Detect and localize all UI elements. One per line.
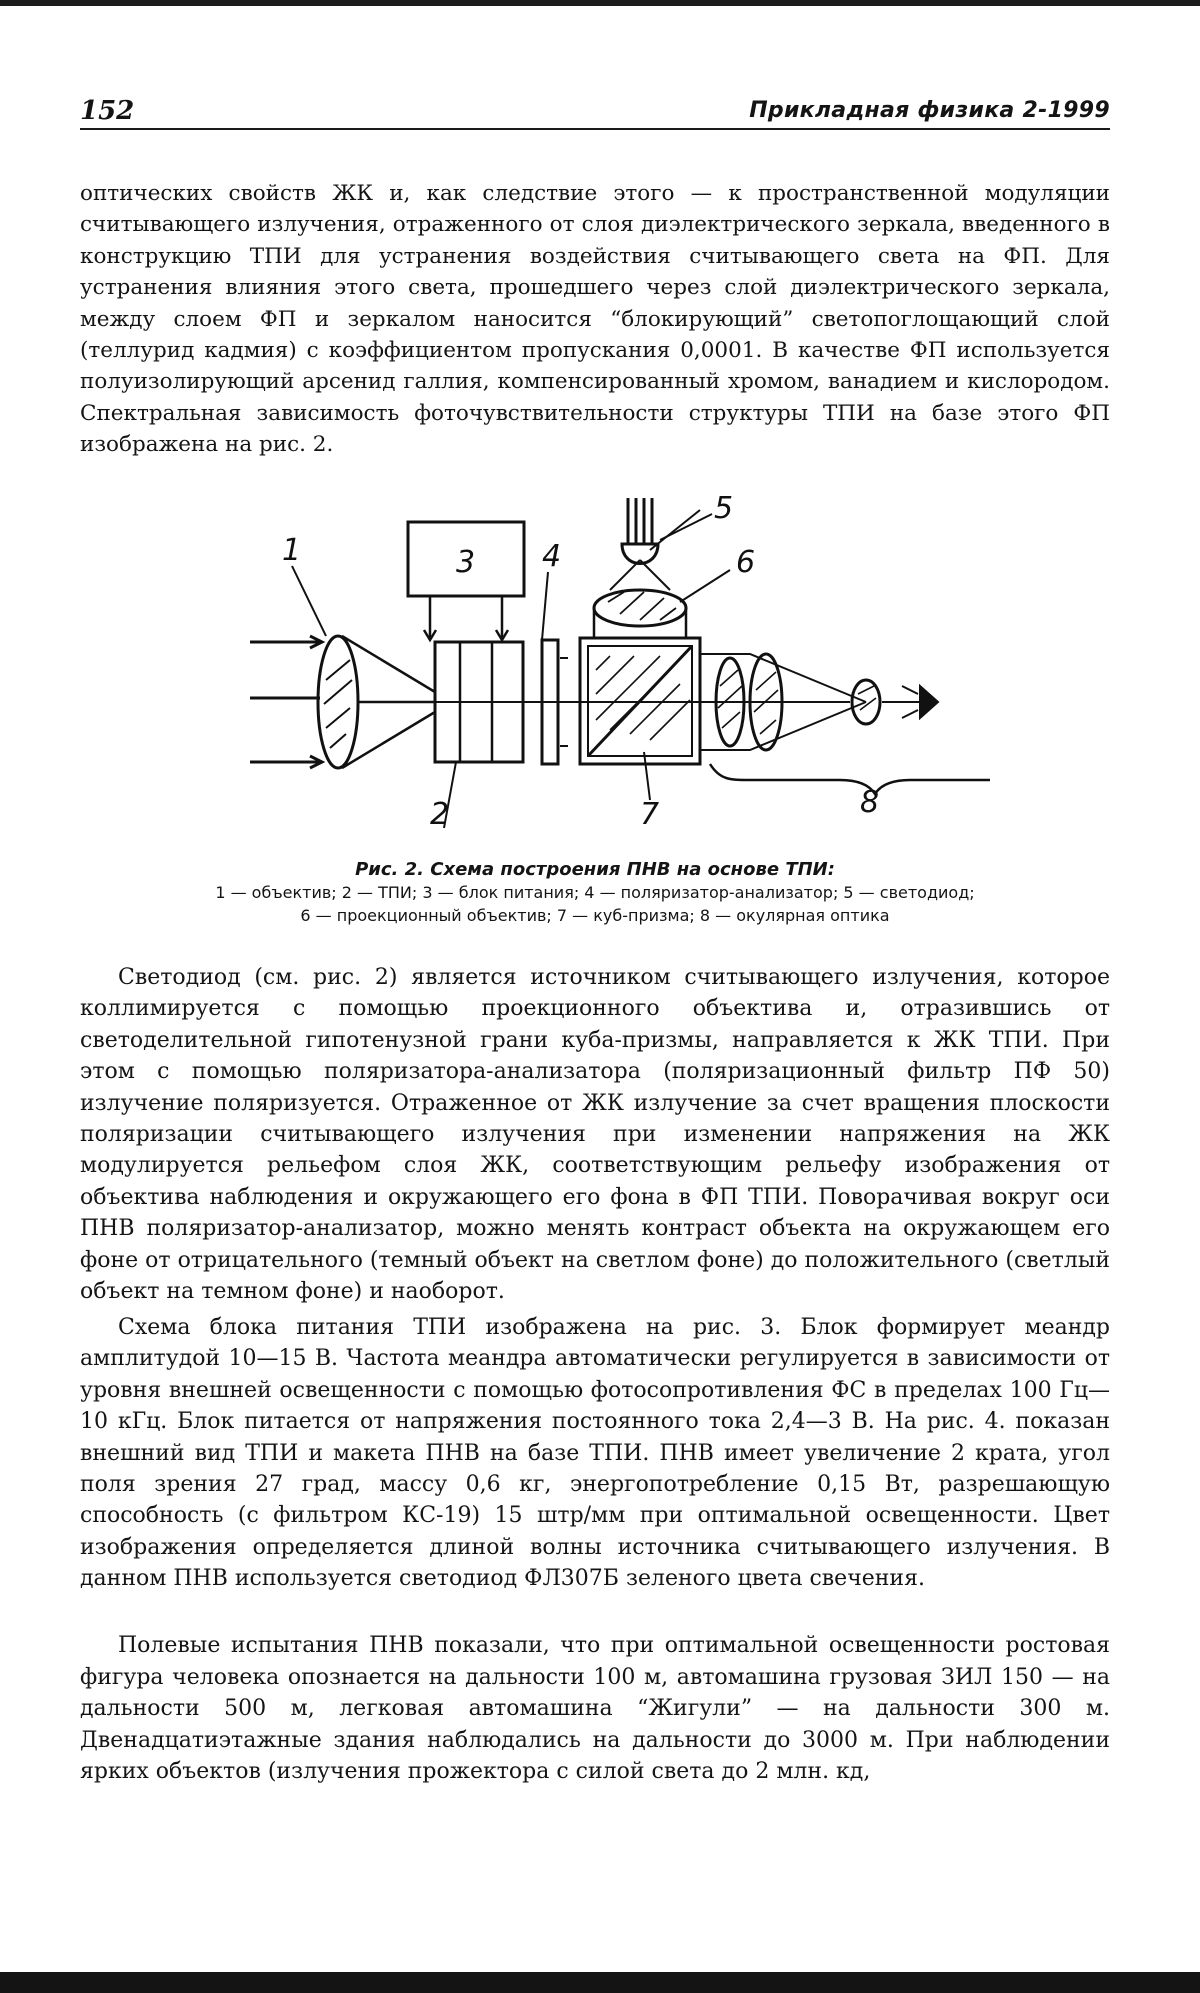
paragraph-3: Схема блока питания ТПИ изображена на рис. 3. Блок формирует меандр амплитудой 10—15 В. Частота меандра автоматически регулируется в зависимости от уровня внешней освещенности с помощью фотосопротивления ФС в пределах 100 Гц—10 кГц. Блок питается от напряжения постоянного тока 2,4—3 В. На рис. 4. показан внешний вид ТПИ и макета ПНВ на базе ТПИ. ПНВ имеет увеличение 2 крата, угол поля зрения 27 град, массу 0,6 кг, энергопотребление 0,15 Вт, разрешающую способность (с фильтром КС-19) 15 штр/мм при оптимальной освещенности. Цвет изображения определяется длиной волны источника считывающего излучения. В данном ПНВ используется светодиод ФЛ307Б зеленого цвета свечения. [80,1315,1110,1592]
caption-title: Рис. 2. Схема построения ПНВ на основе ТПИ: [355,859,835,880]
paragraph-4: Полевые испытания ПНВ показали, что при оптимальной освещенности ростовая фигура человека опознается на дальности 100 м, автомашина грузовая ЗИЛ 150 — на дальности 500 м, легковая автомашина “Жигули” — на дальности 300 м. Двенадцатиэтажные здания наблюдались на дальности до 3000 м. При наблюдении ярких объектов (излучения прожектора с силой света до 2 млн. кд, [80,1633,1110,1785]
caption-legend-line-1: 1 — объектив; 2 — ТПИ; 3 — блок питания; 4 — поляризатор-анализатор; 5 — светодиод; [215,883,975,902]
optical-scheme-figure [230,490,990,830]
paragraph-2: Светодиод (см. рис. 2) является источником считывающего излучения, которое коллимируется с помощью проекционного объектива и, отразившись от светоделительной гипотенузной грани куба-призмы, направляется к ЖК ТПИ. При этом с помощью поляризатора-анализатора (поляризационный фильтр ПФ 50) излучение поляризуется. Отраженное от ЖК излучение за счет вращения плоскости поляризации считывающего излучения при изменении напряжения на ЖК модулируется рельефом слоя ЖК, соответствующим рельефу изображения от объектива наблюдения и окружающего его фона в ФП ТПИ. Поворачивая вокруг оси ПНВ поляризатор-анализатор, можно менять контраст объекта на окружающем его фоне от отрицательного (темный объект на светлом фоне) до положительного (светлый объект на темном фоне) и наоборот. [80,965,1110,1305]
caption-legend-line-2: 6 — проекционный объектив; 7 — куб-призма; 8 — окулярная оптика [300,906,890,925]
paragraph-1: оптических свойств ЖК и, как следствие этого — к пространственной модуляции считывающего излучения, отраженного от слоя диэлектрического зеркала, введенного в конструкцию ТПИ для устранения воздействия считывающего света на ФП. Для устранения влияния этого света, прошедшего через слой диэлектрического зеркала, между слоем ФП и зеркалом наносится “блокирующий” светопоглощающий слой (теллурид кадмия) с коэффициентом пропускания 0,0001. В качестве ФП используется полуизолирующий арсенид галлия, компенсированный хромом, ванадием и кислородом. Спектральная зависимость фоточувствительности структуры ТПИ на базе этого ФП изображена на рис. 2. [80,181,1110,458]
label-2: 2 [430,797,450,830]
label-6: 6 [736,545,756,580]
scan-bottom-edge [0,1972,1200,1993]
objective-lens [318,636,358,768]
label-7: 7 [640,797,660,830]
figure-caption [80,858,1110,927]
eyepiece-brace [710,764,990,794]
label-5: 5 [714,491,734,526]
page-header [80,94,1110,130]
label-1: 1 [282,533,302,568]
label-8: 8 [860,785,880,820]
scan-top-edge [0,0,1200,6]
label-3: 3 [456,545,476,580]
label-4: 4 [542,539,562,574]
journal-title: Прикладная физика 2-1999 [749,98,1110,123]
page-number: 152 [80,96,135,126]
